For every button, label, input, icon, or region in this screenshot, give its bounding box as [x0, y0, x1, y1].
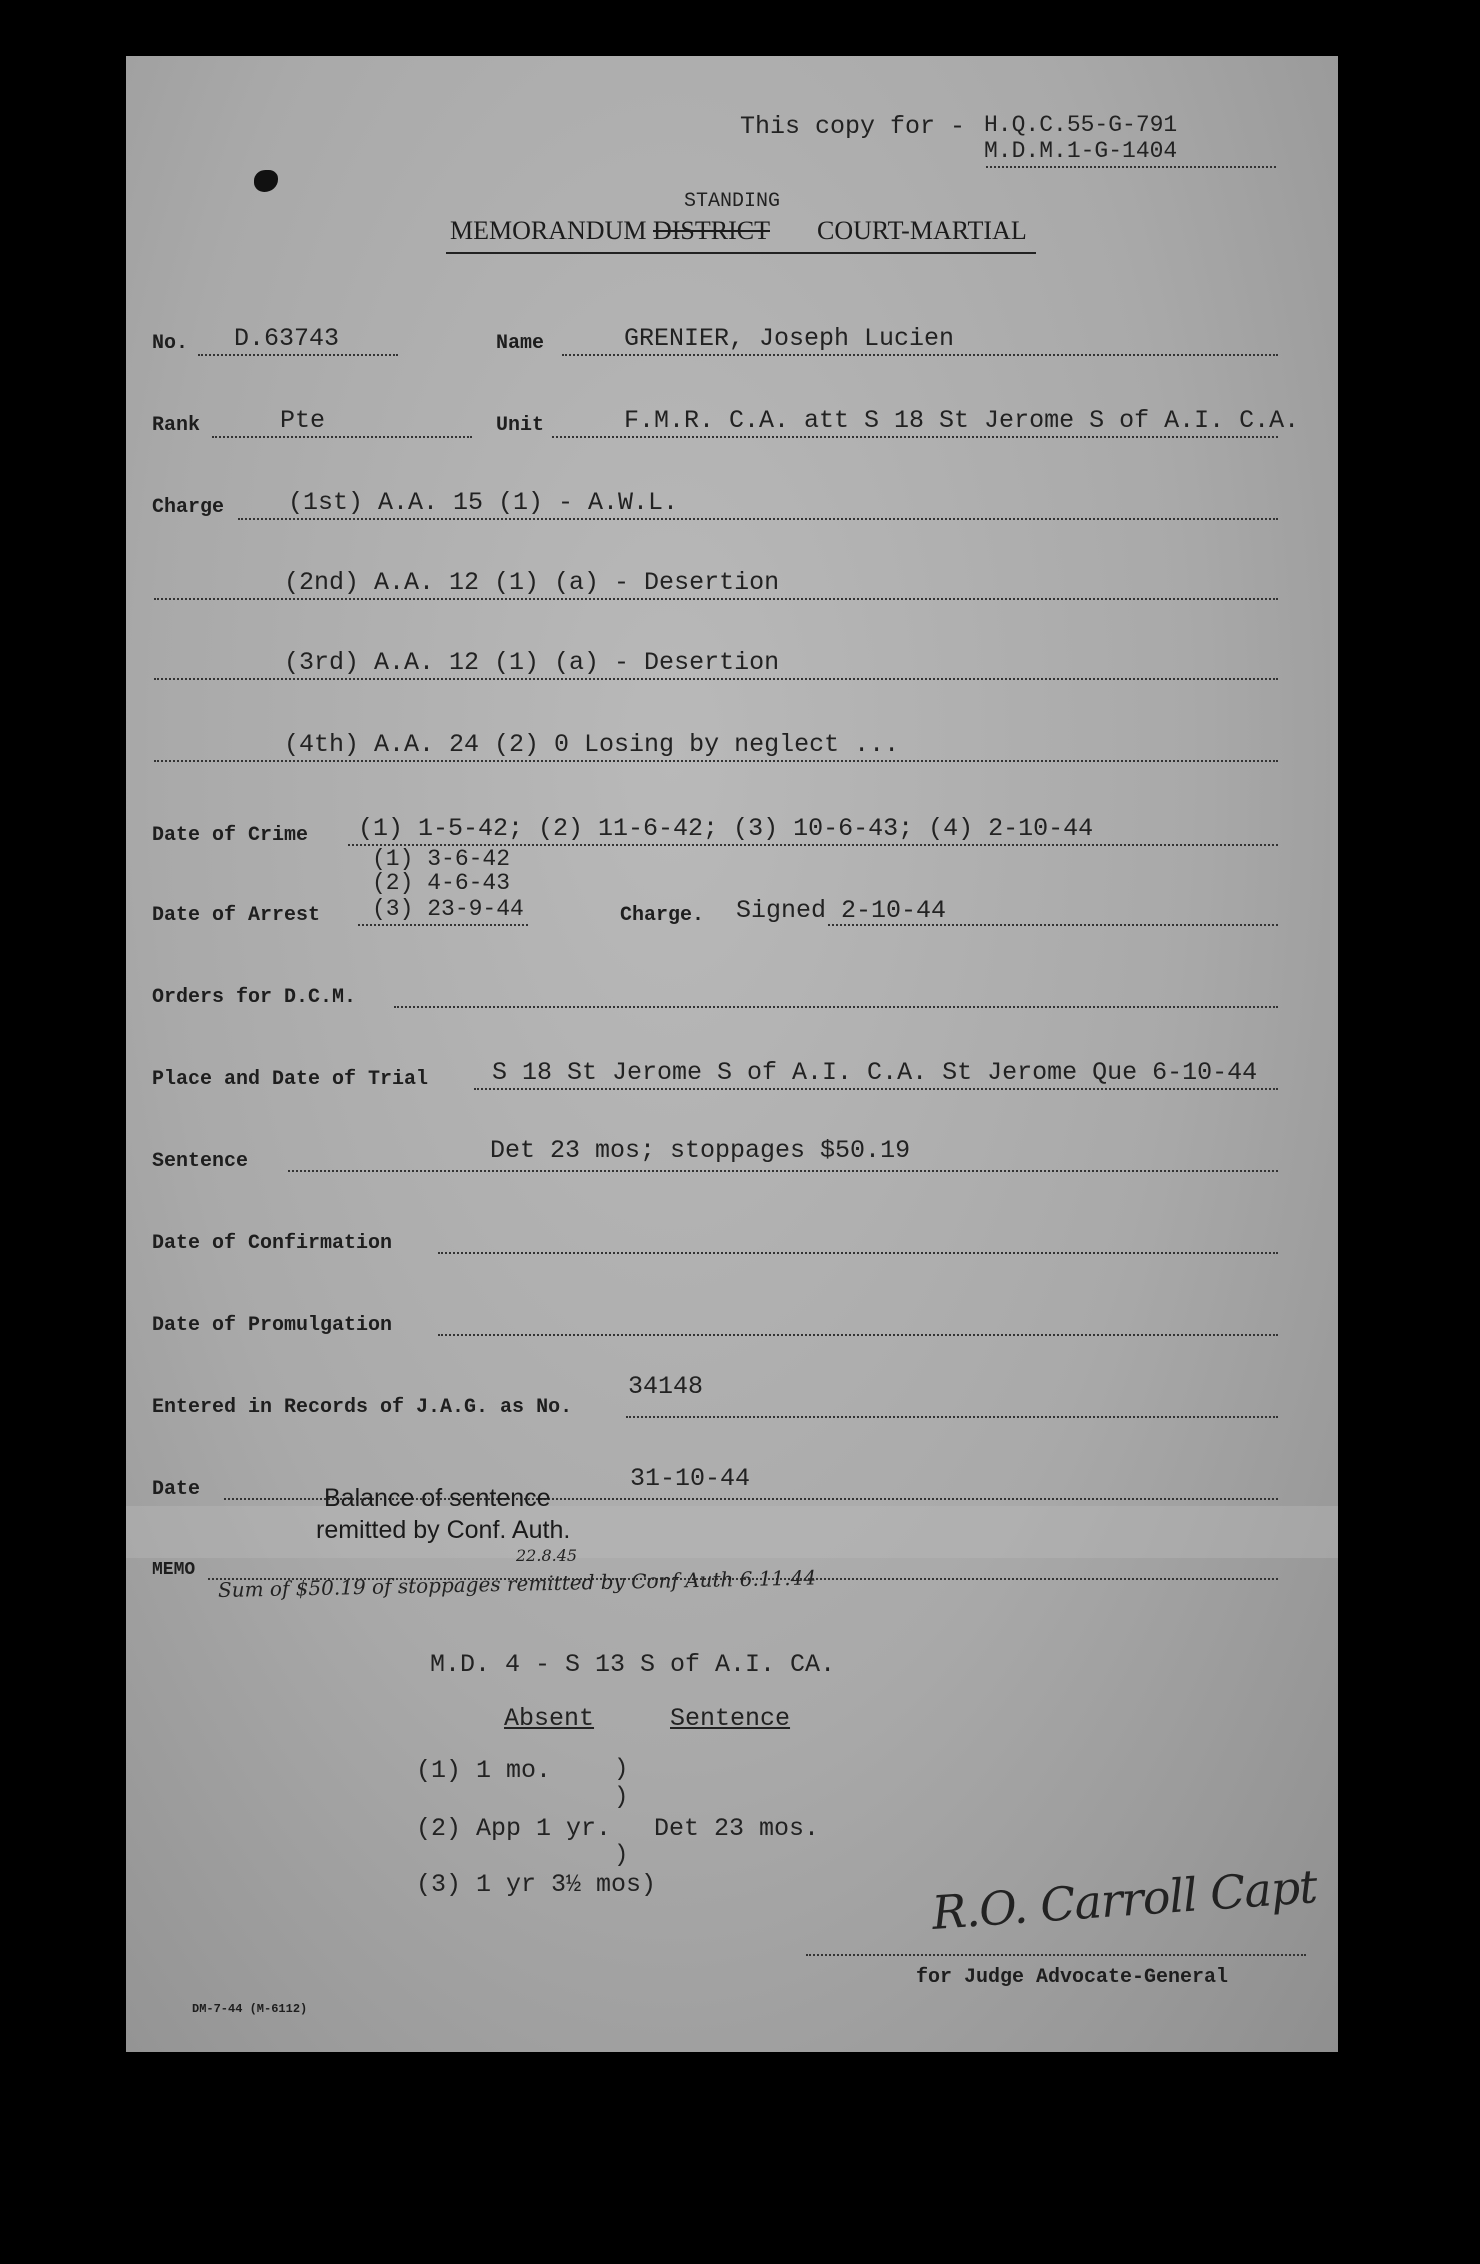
rank-dotline [212, 436, 472, 438]
charge-label: Charge [152, 496, 225, 519]
summary-sentence: Det 23 mos. [654, 1814, 820, 1843]
trial-place-date: S 18 St Jerome S of A.I. C.A. St Jerome Que 6-10-44 [492, 1058, 1258, 1087]
absent-column-heading: Absent [504, 1704, 595, 1733]
soldier-name: GRENIER, Joseph Lucien [624, 324, 955, 353]
handwritten-memo: Sum of $50.19 of stoppages remitted by Conf Auth 6.11.44 [217, 1565, 817, 1602]
promulgation-dotline [438, 1334, 1278, 1336]
name-label: Name [496, 332, 545, 355]
brace-1: ) [614, 1756, 629, 1783]
form-code: DM-7-44 (M-6112) [192, 2002, 308, 2016]
charge-4-dotline [154, 760, 1278, 762]
stamp-line-1: Balance of sentence [324, 1484, 551, 1512]
charge-signed-label: Charge. [620, 904, 705, 927]
confirmation-label: Date of Confirmation [152, 1232, 393, 1255]
service-number: D.63743 [234, 324, 340, 353]
stamp-band [126, 1506, 1338, 1558]
signature-caption: for Judge Advocate-General [916, 1966, 1229, 1989]
crime-dates: (1) 1-5-42; (2) 11-6-42; (3) 10-6-43; (4) 2-10-44 [358, 814, 1094, 843]
charge-2: (2nd) A.A. 12 (1) (a) - Desertion [284, 568, 780, 597]
title-underline [446, 252, 1036, 254]
arrest-line-3: (3) 23-9-44 [372, 896, 524, 922]
sentence-label: Sentence [152, 1150, 249, 1173]
stamp-handwritten-date: 22.8.45 [516, 1546, 578, 1565]
struck-district-word: DISTRICT [653, 216, 770, 245]
promulgation-label: Date of Promulgation [152, 1314, 393, 1337]
memo-label: MEMO [152, 1560, 196, 1580]
name-dotline [562, 354, 1278, 356]
arrest-line-2: (2) 4-6-43 [372, 870, 511, 896]
jag-record-number: 34148 [628, 1372, 704, 1401]
trial-dotline [474, 1088, 1278, 1090]
date-label: Date [152, 1478, 201, 1501]
confirmation-dotline [438, 1252, 1278, 1254]
sentence-dotline [288, 1170, 1278, 1172]
copy-ref-1: H.Q.C.55-G-791 [984, 112, 1178, 138]
unit-label: Unit [496, 414, 545, 437]
court-martial-memorandum [126, 56, 1338, 2052]
copy-ref-2: M.D.M.1-G-1404 [984, 138, 1178, 164]
records-label: Entered in Records of J.A.G. as No. [152, 1396, 573, 1419]
orders-dotline [394, 1006, 1278, 1008]
arrest-label: Date of Arrest [152, 904, 321, 927]
brace-3: ) [614, 1842, 629, 1869]
signature: R.O. Carroll Capt [930, 1859, 1319, 1940]
trial-label: Place and Date of Trial [152, 1068, 429, 1091]
inserted-standing-word: STANDING [684, 190, 781, 213]
records-dotline [626, 1416, 1278, 1418]
no-dotline [198, 354, 398, 356]
copy-for-label: This copy for - [740, 112, 966, 141]
crime-label: Date of Crime [152, 824, 309, 847]
charge-4: (4th) A.A. 24 (2) 0 Losing by neglect ... [284, 730, 900, 759]
sentence-value: Det 23 mos; stoppages $50.19 [490, 1136, 911, 1165]
stamp-line-2: remitted by Conf. Auth. [316, 1516, 571, 1544]
brace-2: ) [614, 1784, 629, 1811]
no-label: No. [152, 332, 189, 355]
charge-2-dotline [154, 598, 1278, 600]
charge-signed-date: Signed 2-10-44 [736, 896, 947, 925]
signature-dotline [806, 1954, 1306, 1956]
absent-row-3: (3) 1 yr 3½ mos) [416, 1870, 657, 1899]
title-memorandum: MEMORANDUM [450, 216, 647, 245]
charge-3-dotline [154, 678, 1278, 680]
sentence-column-heading: Sentence [670, 1704, 791, 1733]
copy-ref-underline [986, 166, 1276, 168]
rank-value: Pte [280, 406, 326, 435]
absent-row-1: (1) 1 mo. [416, 1756, 552, 1785]
arrest-line-1: (1) 3-6-42 [372, 846, 511, 872]
unit-dotline [552, 436, 1278, 438]
orders-label: Orders for D.C.M. [152, 986, 357, 1009]
unit-value: F.M.R. C.A. att S 18 St Jerome S of A.I. C.A. [624, 406, 1300, 435]
ink-blot [254, 170, 278, 192]
arrest-dotline [358, 924, 528, 926]
summary-heading: M.D. 4 - S 13 S of A.I. CA. [430, 1650, 836, 1679]
absent-row-2: (2) App 1 yr. [416, 1814, 612, 1843]
charge-1-dotline [238, 518, 1278, 520]
signed-dotline [828, 924, 1278, 926]
rank-label: Rank [152, 414, 201, 437]
charge-3: (3rd) A.A. 12 (1) (a) - Desertion [284, 648, 780, 677]
title-court-martial: COURT-MARTIAL [817, 216, 1027, 245]
charge-1: (1st) A.A. 15 (1) - A.W.L. [288, 488, 679, 517]
entry-date: 31-10-44 [630, 1464, 751, 1493]
